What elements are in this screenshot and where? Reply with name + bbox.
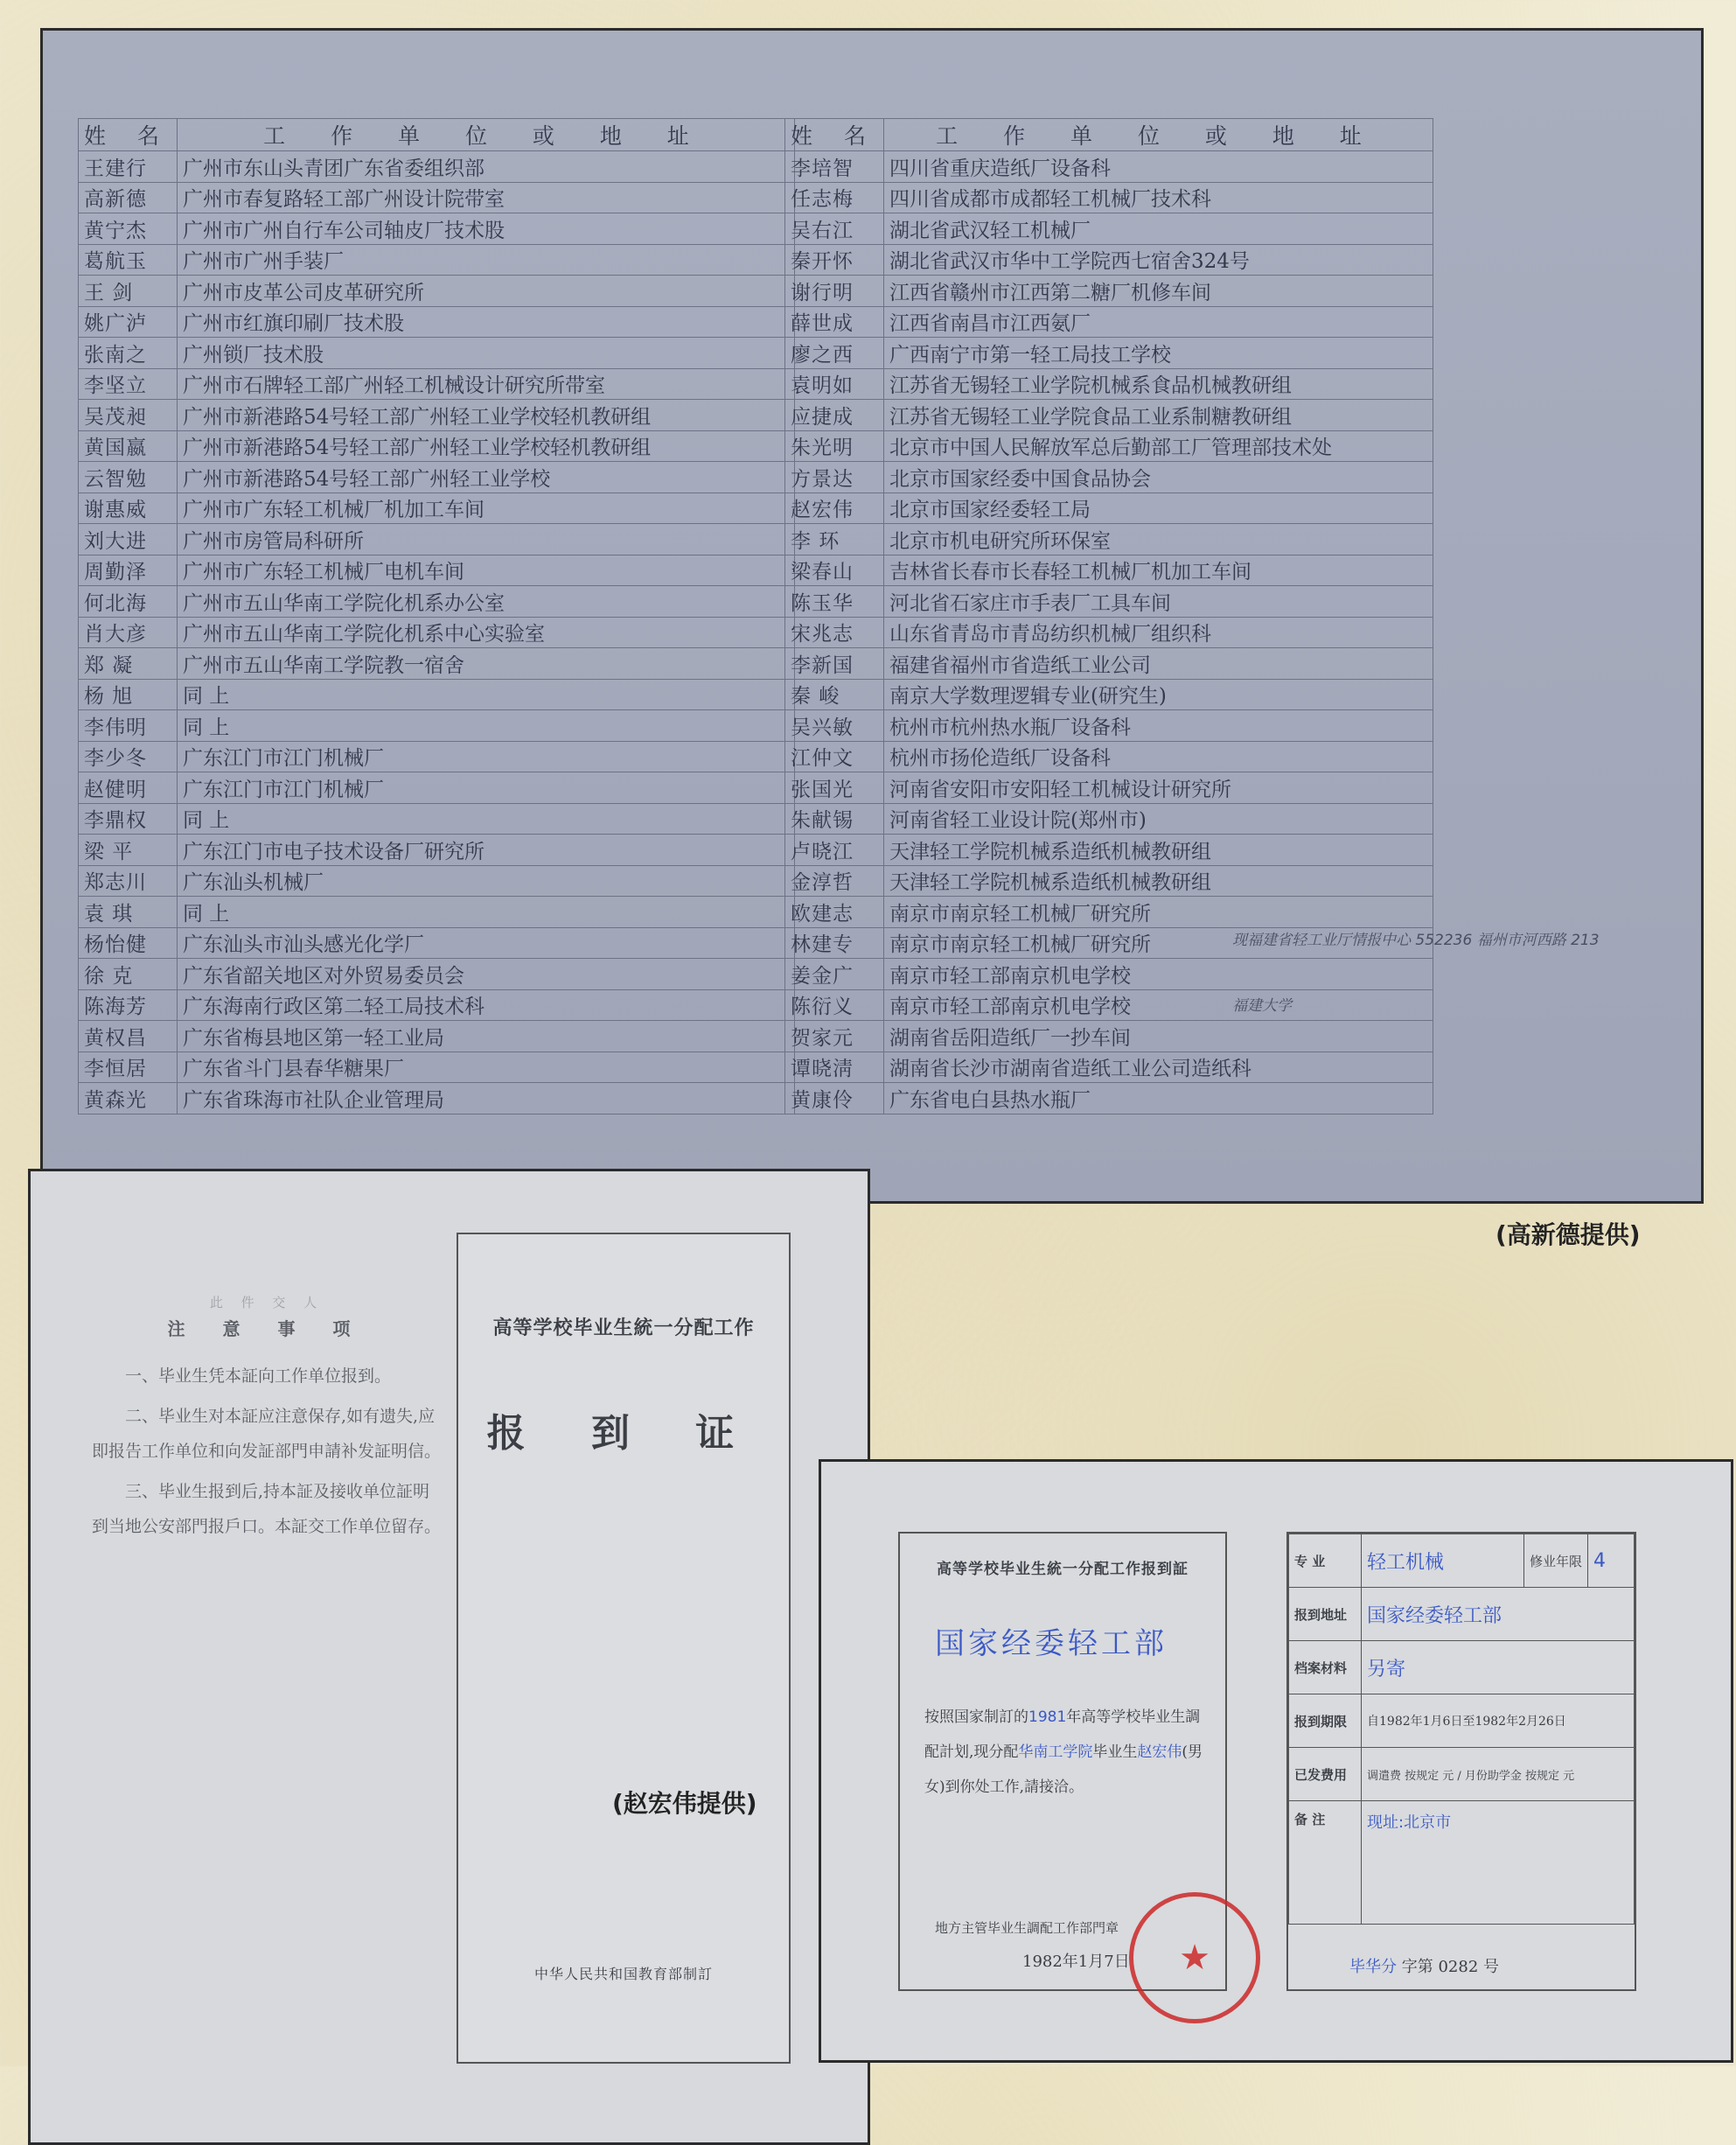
work-address: 广州锁厂技术股	[177, 338, 794, 369]
roster-row	[79, 897, 795, 928]
person-name: 姜金广	[785, 959, 884, 990]
certificate-right-page	[1286, 1532, 1636, 1991]
person-name: 秦 峻	[785, 679, 884, 710]
person-name: 任志梅	[785, 182, 884, 213]
roster-row	[79, 1021, 795, 1052]
credit-caption: (赵宏伟提供)	[612, 1789, 757, 1818]
roster-row	[785, 897, 1433, 928]
work-address: 江西省赣州市江西第二糖厂机修车间	[883, 276, 1433, 307]
work-address: 四川省重庆造纸厂设备科	[883, 151, 1433, 183]
notice-item: 三、毕业生报到后,持本証及接收单位証明到当地公安部門报戶口。本証交工作单位留存。	[92, 1482, 442, 1536]
student-handwriting: 赵宏伟	[1137, 1743, 1182, 1761]
work-address: 南京市轻工部南京机电学校	[883, 959, 1433, 990]
work-address: 福建省福州市省造纸工业公司	[883, 648, 1433, 680]
roster-row	[79, 400, 795, 431]
person-name: 周勤泽	[79, 555, 178, 586]
number-value: 0282	[1438, 1958, 1479, 1976]
person-name: 宋兆志	[785, 617, 884, 648]
issuer-line: 地方主管毕业生調配工作部門章	[935, 1920, 1119, 1936]
roster-row	[785, 400, 1433, 431]
work-address: 广州市广州自行车公司轴皮厂技术股	[177, 213, 794, 245]
person-name: 张南之	[79, 338, 178, 369]
person-name: 梁 平	[79, 835, 178, 866]
roster-row	[785, 803, 1433, 835]
work-address: 杭州市扬伦造纸厂设备科	[883, 741, 1433, 772]
roster-row	[79, 803, 795, 835]
header-address: 工 作 单 位 或 地 址	[883, 119, 1433, 151]
roster-row	[785, 772, 1433, 804]
body-text: 毕业生	[1092, 1743, 1138, 1761]
work-address: 广州市五山华南工学院教一宿舍	[177, 648, 794, 680]
person-name: 李鼎权	[79, 803, 178, 835]
work-address: 广东海南行政区第二轻工局技术科	[177, 989, 794, 1021]
person-name: 陈海芳	[79, 989, 178, 1021]
roster-row	[785, 524, 1433, 555]
notice-title: 注 意 事 项	[167, 1318, 366, 1339]
work-address: 南京市南京轻工机械厂研究所	[883, 927, 1433, 959]
work-address: 北京市机电研究所环保室	[883, 524, 1433, 555]
roster-row	[785, 368, 1433, 400]
person-name: 贺家元	[785, 1021, 884, 1052]
roster-row	[79, 338, 795, 369]
roster-row	[785, 1021, 1433, 1052]
notice-page	[92, 1294, 442, 1549]
work-address: 南京市南京轻工机械厂研究所	[883, 897, 1433, 928]
major-value: 轻工机械	[1362, 1534, 1524, 1588]
person-name: 谢行明	[785, 276, 884, 307]
roster-row	[79, 865, 795, 897]
issue-date: 1982年1月7日	[1022, 1953, 1130, 1971]
work-address: 广州市五山华南工学院化机系办公室	[177, 586, 794, 618]
person-name: 秦开怀	[785, 244, 884, 276]
person-name: 李新国	[785, 648, 884, 680]
person-name: 葛航玉	[79, 244, 178, 276]
work-address: 广州市皮革公司皮革研究所	[177, 276, 794, 307]
work-address: 北京市国家经委中国食品协会	[883, 462, 1433, 493]
work-address: 湖南省长沙市湖南省造纸工业公司造纸科	[883, 1052, 1433, 1083]
cover-title: 高等学校毕业生統一分配工作	[492, 1317, 755, 1339]
work-address: 杭州市杭州热水瓶厂设备科	[883, 710, 1433, 742]
roster-row	[79, 276, 795, 307]
work-address: 同 上	[177, 803, 794, 835]
person-name: 李培智	[785, 151, 884, 183]
roster-row	[785, 1052, 1433, 1083]
certificate-body	[924, 1700, 1213, 1805]
work-address: 广州市春复路轻工部广州设计院带室	[177, 182, 794, 213]
work-address: 江苏省无锡轻工业学院机械系食品机械教研组	[883, 368, 1433, 400]
red-seal-stamp	[1129, 1892, 1260, 2023]
roster-row	[785, 617, 1433, 648]
header-name: 姓 名	[785, 119, 884, 151]
person-name: 梁春山	[785, 555, 884, 586]
roster-row	[79, 835, 795, 866]
work-address: 广东省梅县地区第一轻工业局	[177, 1021, 794, 1052]
person-name: 吴兴敏	[785, 710, 884, 742]
cover-publisher: 中华人民共和国教育部制訂	[533, 1966, 713, 1982]
person-name: 吴茂昶	[79, 400, 178, 431]
header-address: 工 作 单 位 或 地 址	[177, 119, 794, 151]
person-name: 黄康伶	[785, 1083, 884, 1114]
certificate-title: 高等学校毕业生統一分配工作报到証	[937, 1561, 1189, 1578]
work-address: 广州市广东轻工机械厂电机车间	[177, 555, 794, 586]
handwritten-note: 福建大学	[1232, 997, 1292, 1015]
roster-row	[785, 151, 1433, 183]
work-address: 山东省青岛市青岛纺织机械厂组织科	[883, 617, 1433, 648]
person-name: 何北海	[79, 586, 178, 618]
certificate-photo	[819, 1459, 1733, 2063]
work-address: 天津轻工学院机械系造纸机械教研组	[883, 835, 1433, 866]
roster-row	[785, 648, 1433, 680]
person-name: 李恒居	[79, 1052, 178, 1083]
certificate-number	[1349, 1954, 1499, 1977]
cover-big-title: 报 到 证	[486, 1411, 761, 1456]
person-name: 云智勉	[79, 462, 178, 493]
roster-row	[785, 1083, 1433, 1114]
roster-row	[785, 679, 1433, 710]
roster-row	[785, 430, 1433, 462]
roster-row	[785, 710, 1433, 742]
person-name: 朱献锡	[785, 803, 884, 835]
person-name: 袁 琪	[79, 897, 178, 928]
work-address: 广东省珠海市社队企业管理局	[177, 1083, 794, 1114]
work-address: 湖北省武汉市华中工学院西七宿舍324号	[883, 244, 1433, 276]
roster-row	[79, 959, 795, 990]
files-value: 另寄	[1362, 1641, 1635, 1694]
roster-left-table	[78, 118, 795, 1114]
fees-value: 调遣费 按规定 元 / 月份助学金 按规定 元	[1362, 1748, 1635, 1801]
roster-row	[79, 368, 795, 400]
person-name: 李 环	[785, 524, 884, 555]
person-name: 陈衍义	[785, 989, 884, 1021]
person-name: 欧建志	[785, 897, 884, 928]
field-label: 已发费用	[1289, 1748, 1362, 1801]
work-address: 广州市红旗印刷厂技术股	[177, 306, 794, 338]
field-label: 报到地址	[1289, 1588, 1362, 1641]
work-address: 广州市新港路54号轻工部广州轻工业学校轻机教研组	[177, 430, 794, 462]
roster-photo	[40, 28, 1704, 1204]
person-name: 朱光明	[785, 430, 884, 462]
work-address: 江苏省无锡轻工业学院食品工业系制糖教研组	[883, 400, 1433, 431]
work-address: 湖北省武汉轻工机械厂	[883, 213, 1433, 245]
work-address: 广州市广州手装厂	[177, 244, 794, 276]
work-address: 广州市广东轻工机械厂机加工车间	[177, 493, 794, 524]
roster-row	[785, 244, 1433, 276]
work-address: 江西省南昌市江西氨厂	[883, 306, 1433, 338]
number-word: 字第	[1401, 1958, 1433, 1976]
person-name: 陈玉华	[785, 586, 884, 618]
person-name: 黄权昌	[79, 1021, 178, 1052]
addressee-handwriting: 国家经委轻工部	[935, 1626, 1168, 1661]
roster-row	[785, 213, 1433, 245]
roster-row	[785, 555, 1433, 586]
work-address: 广东汕头市汕头感光化学厂	[177, 927, 794, 959]
work-address: 广州市新港路54号轻工部广州轻工业学校轻机教研组	[177, 400, 794, 431]
person-name: 郑 凝	[79, 648, 178, 680]
work-address: 广东省韶关地区对外贸易委员会	[177, 959, 794, 990]
roster-row	[785, 741, 1433, 772]
work-address: 河北省石家庄市手表厂工具车间	[883, 586, 1433, 618]
roster-row	[79, 306, 795, 338]
roster-row	[785, 586, 1433, 618]
person-name: 郑志川	[79, 865, 178, 897]
notice-item: 二、毕业生对本証应注意保存,如有遗失,应即报告工作单位和向发証部門申請补发証明信。	[92, 1407, 442, 1461]
roster-row	[79, 648, 795, 680]
roster-row	[79, 213, 795, 245]
person-name: 薛世成	[785, 306, 884, 338]
roster-row	[785, 182, 1433, 213]
person-name: 方景达	[785, 462, 884, 493]
roster-row	[79, 679, 795, 710]
field-label: 修业年限	[1524, 1534, 1588, 1588]
work-address: 广州市石牌轻工部广州轻工机械设计研究所带室	[177, 368, 794, 400]
roster-row	[79, 524, 795, 555]
person-name: 林建专	[785, 927, 884, 959]
remarks-value: 现址:北京市	[1362, 1801, 1635, 1925]
roster-right-table	[784, 118, 1433, 1114]
person-name: 肖大彦	[79, 617, 178, 648]
work-address: 广州市五山华南工学院化机系中心实验室	[177, 617, 794, 648]
period-value: 自1982年1月6日至1982年2月26日	[1362, 1694, 1635, 1748]
booklet-cover	[457, 1233, 791, 2064]
roster-row	[785, 276, 1433, 307]
work-address: 广东汕头机械厂	[177, 865, 794, 897]
work-address: 同 上	[177, 679, 794, 710]
work-address: 北京市国家经委轻工局	[883, 493, 1433, 524]
person-name: 赵健明	[79, 772, 178, 804]
person-name: 谭晓淸	[785, 1052, 884, 1083]
roster-row	[79, 772, 795, 804]
roster-row	[79, 741, 795, 772]
roster-row	[79, 430, 795, 462]
work-address: 同 上	[177, 897, 794, 928]
roster-row	[79, 1052, 795, 1083]
body-text: 年高等学校毕业生調配計划,现分配	[924, 1708, 1201, 1761]
person-name: 杨怡健	[79, 927, 178, 959]
roster-row	[79, 586, 795, 618]
roster-row	[785, 306, 1433, 338]
person-name: 张国光	[785, 772, 884, 804]
roster-row	[785, 835, 1433, 866]
person-name: 卢晓江	[785, 835, 884, 866]
work-address: 天津轻工学院机械系造纸机械教研组	[883, 865, 1433, 897]
work-address: 南京大学数理逻辑专业(研究生)	[883, 679, 1433, 710]
body-text: (男女)到你处工作,請接洽。	[924, 1743, 1203, 1796]
work-address: 广东省电白县热水瓶厂	[883, 1083, 1433, 1114]
number-prefix: 毕华分	[1349, 1958, 1397, 1976]
person-name: 徐 克	[79, 959, 178, 990]
work-address: 南京市轻工部南京机电学校	[883, 989, 1433, 1021]
roster-row	[785, 493, 1433, 524]
roster-row	[79, 182, 795, 213]
faint-header: 此 件 交 人	[209, 1295, 324, 1310]
credit-caption: (高新德提供)	[1495, 1220, 1641, 1249]
field-label: 报到期限	[1289, 1694, 1362, 1748]
person-name: 黄宁杰	[79, 213, 178, 245]
person-name: 黄森光	[79, 1083, 178, 1114]
work-address: 广东江门市江门机械厂	[177, 741, 794, 772]
notice-item: 一、毕业生凭本証向工作单位报到。	[125, 1366, 392, 1386]
roster-row	[79, 151, 795, 183]
roster-row	[785, 959, 1433, 990]
header-name: 姓 名	[79, 119, 178, 151]
person-name: 李坚立	[79, 368, 178, 400]
roster-row	[785, 338, 1433, 369]
work-address: 吉林省长春市长春轻工机械厂机加工车间	[883, 555, 1433, 586]
person-name: 李少冬	[79, 741, 178, 772]
work-address: 湖南省岳阳造纸厂一抄车间	[883, 1021, 1433, 1052]
person-name: 赵宏伟	[785, 493, 884, 524]
person-name: 王 剑	[79, 276, 178, 307]
work-address: 河南省安阳市安阳轻工机械设计研究所	[883, 772, 1433, 804]
body-text: 按照国家制訂的	[924, 1708, 1028, 1726]
work-address: 广东省斗门县春华糖果厂	[177, 1052, 794, 1083]
roster-row	[79, 493, 795, 524]
number-suffix: 号	[1483, 1958, 1500, 1976]
school-handwriting: 华南工学院	[1018, 1743, 1093, 1761]
person-name: 李伟明	[79, 710, 178, 742]
person-name: 王建行	[79, 151, 178, 183]
star-icon: ★	[1179, 1938, 1210, 1978]
roster-row	[79, 1083, 795, 1114]
roster-row	[785, 462, 1433, 493]
years-value: 4	[1588, 1534, 1635, 1588]
field-label: 档案材料	[1289, 1641, 1362, 1694]
handwritten-note: 现福建省轻工业厅情报中心 552236 福州市河西路 213	[1232, 932, 1600, 949]
field-label: 专 业	[1289, 1534, 1362, 1588]
work-address: 广州市房管局科研所	[177, 524, 794, 555]
roster-row	[785, 865, 1433, 897]
work-address: 广东江门市电子技术设备厂研究所	[177, 835, 794, 866]
work-address: 广西南宁市第一轻工局技工学校	[883, 338, 1433, 369]
person-name: 谢惠威	[79, 493, 178, 524]
roster-row	[79, 617, 795, 648]
roster-row	[79, 555, 795, 586]
person-name: 江仲文	[785, 741, 884, 772]
work-address: 河南省轻工业设计院(郑州市)	[883, 803, 1433, 835]
roster-row	[79, 244, 795, 276]
field-label: 备 注	[1289, 1801, 1362, 1925]
person-name: 金淳哲	[785, 865, 884, 897]
person-name: 应捷成	[785, 400, 884, 431]
person-name: 杨 旭	[79, 679, 178, 710]
year-handwriting: 1981	[1028, 1708, 1067, 1726]
roster-row	[79, 927, 795, 959]
work-address: 北京市中国人民解放军总后勤部工厂管理部技术处	[883, 430, 1433, 462]
person-name: 刘大进	[79, 524, 178, 555]
work-address: 广州市新港路54号轻工部广州轻工业学校	[177, 462, 794, 493]
roster-row	[79, 989, 795, 1021]
person-name: 廖之西	[785, 338, 884, 369]
roster-row	[79, 462, 795, 493]
work-address: 四川省成都市成都轻工机械厂技术科	[883, 182, 1433, 213]
booklet-photo	[28, 1169, 870, 2145]
report-address-value: 国家经委轻工部	[1362, 1588, 1635, 1641]
work-address: 广东江门市江门机械厂	[177, 772, 794, 804]
roster-row	[785, 989, 1433, 1021]
certificate-left-page	[898, 1532, 1227, 1991]
person-name: 吴右江	[785, 213, 884, 245]
person-name: 高新德	[79, 182, 178, 213]
work-address: 广州市东山头青团广东省委组织部	[177, 151, 794, 183]
person-name: 袁明如	[785, 368, 884, 400]
work-address: 同 上	[177, 710, 794, 742]
roster-row	[79, 710, 795, 742]
person-name: 黄国嬴	[79, 430, 178, 462]
person-name: 姚广泸	[79, 306, 178, 338]
